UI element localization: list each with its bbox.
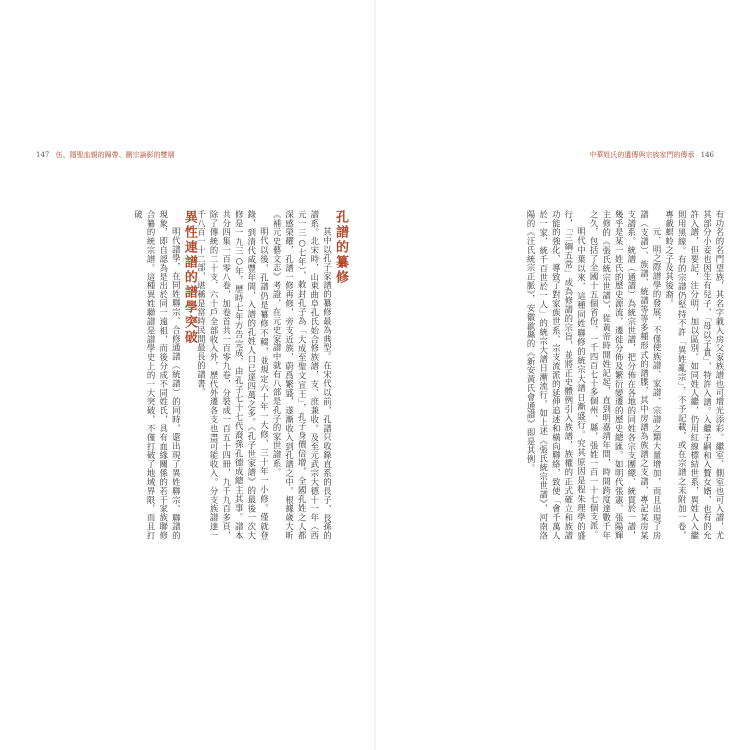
left-page-header bbox=[36, 150, 175, 160]
section-heading-kong-genealogy: 孔譜的纂修 bbox=[333, 210, 348, 285]
body-paragraph: 其中以孔子家譜的纂修最為典型。在宋代以前，孔譜只收錄直系的長子、長孫的譜系。北宋時，山東曲阜孔氏始合修族譜，支、庶兼收。及至元武宗大德十一年（西元一三○七年），敕封孔子為「大成至聖文宣王」，孔子身價倍增，全國孔姓之人都深感榮耀，孔譜一修再修，旁支近族，蔚爲繁盛，遂漸收入到孔譜之中。根據歲大昕《補元史藝文志》考證，在元史家譜中就有八部是孔子的家世譜系。 bbox=[272, 210, 333, 540]
right-page-body bbox=[421, 210, 726, 540]
body-paragraph: 明代譜學，在同姓聯宗、合修通譜（統譜）的同時，還出現了異姓聯宗、聯譜的現象，即自認為是出於同一遠祖，而後分成不同姓氏，具有血緣關係的若干家族聯修合纂的統宗譜。這種異姓聯譜是譜學史上的一大突破，不僅打破了地域界限，而且打破 bbox=[133, 210, 182, 540]
section-heading-cross-surname-genealogy: 異性連譜的譜學突破 bbox=[181, 210, 197, 345]
body-paragraph: 明代以後，孔譜仍是纂修不輟，並規定六十年一大修，三十年一小修。僅就登錄，到清代咸豐年間，入譜的孔姓人口已達四萬之多。《孔子世家譜》的最後一次大修是一九三○年，歷時七年方告完成，由孔子七十七代裔孫孔德成總主其事。譜本共分四集一百零八卷，加卷首共一百零九卷，分裝成一百五十四冊，九千九百多頁，除了傳統的二十支、六十戶全部收入外，歷代外遷各支也盡可能收入。分支族譜達一千八百一十二部，堪稱是當時民間最長的譜書。 bbox=[196, 210, 270, 540]
left-page-body bbox=[36, 210, 346, 540]
right-page-number: 146 bbox=[700, 151, 714, 159]
left-running-title: 伍、隱聖血親的歸帶、刪宗論影的雙層 bbox=[55, 151, 175, 159]
body-paragraph: 有功名的名門望族，其名字載入房父家族譜也可增光添彩。繼室、側室也可入譜，尤其部分小妾也因生有兒子，「母以子貴」，特許入譜。入繼子嗣和入贅女婿，也有的允許入譜，但要記，注分明，加以區別。如同姓人繼，仍用紅線標結世系，異姓人入繼則用黑線。有的宗譜仍堅持不許「異姓亂宗」，不予記載，或在宗譜之末附加一卷，專載螟蛉之子及其後裔。 bbox=[664, 210, 725, 540]
left-page-number: 147 bbox=[36, 151, 50, 159]
right-page-header bbox=[589, 150, 714, 160]
right-running-title: 中華姓氏的遺傳與宗族家門的傳承 bbox=[589, 151, 695, 159]
body-paragraph: 元、明之際譜學的發展，不僅使族譜、家譜、宗譜之類大量增加，而且出現了房譜（支譜）、族譜、統譜等等多種形式的譜牒，其中房譜為族譜之支譜，專記某房某支譜系。統譜（通譜）為統宗世譜，把分佈在各地的同姓各宗支團總、統貫於一譜，幾乎是某一姓氏的歷史源流，遷徙分佈及繁衍變遷的歷史總匯。如明代張憲、張陽輝主修的《張氏統宗世譜》，從黃帝時開姓記起，直到明嘉靖年間，時間跨度達數千年之久，包括了全國十五個省份，一千四百七十多個州、縣，張姓一百一十七個支派。 bbox=[589, 210, 663, 540]
body-paragraph: 明代中葉以來，這種同姓聯修的統宗大譜日漸盛行。究其原因是程朱理學的盛行，「三綱五常」成為修譜的宗旨，並將正史體例引入族譜，族權的正式確立和族譜功能的強化，導致了對家族世系、宗支流派的延伸追述和橫向聯絡，致使「會千萬人於一家，統千百世於一人」的統宗大譜日漸流行。如上述《張氏統宗世譜》，河南洛陽的《汪氏統宗正脈》，安徽歙縣的《新安黃氏會通譜》即是其例。 bbox=[526, 210, 587, 540]
right-page bbox=[375, 0, 750, 750]
